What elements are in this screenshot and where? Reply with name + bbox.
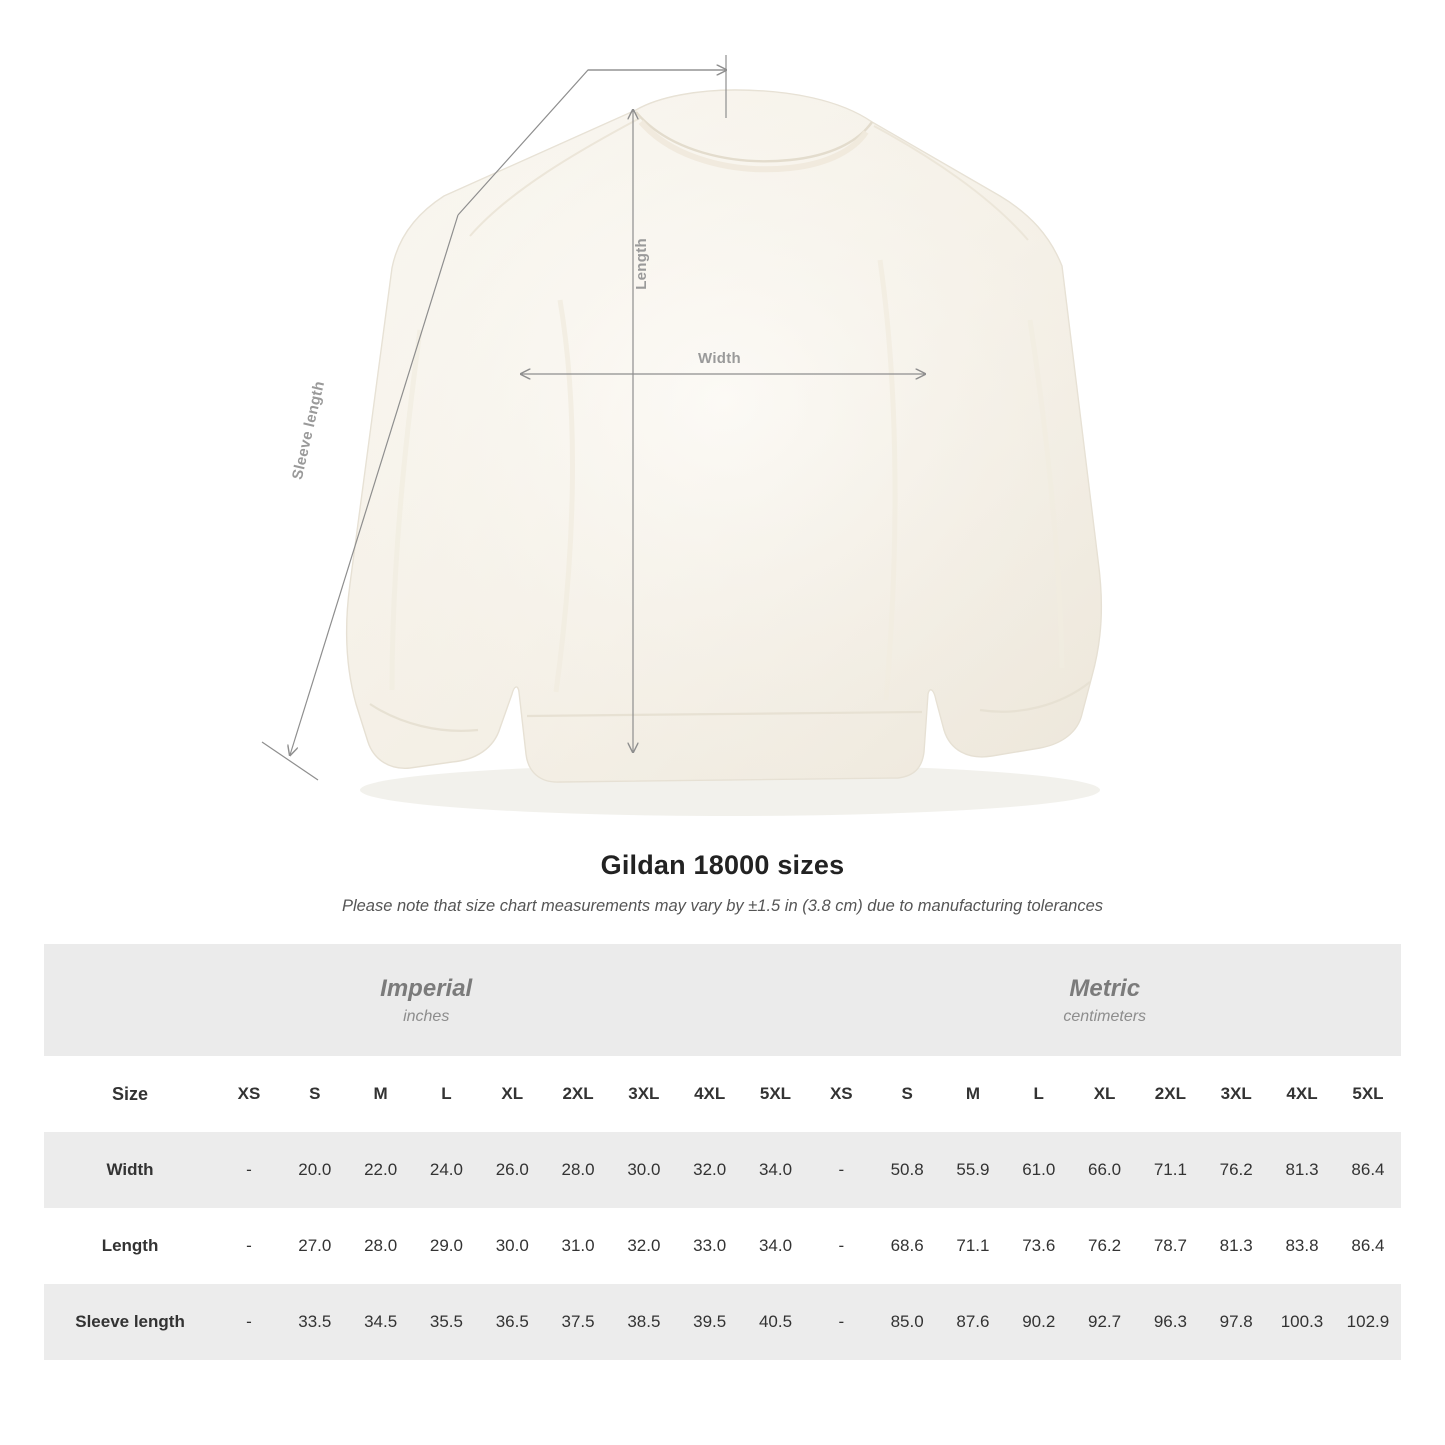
cell: 22.0 (348, 1132, 414, 1208)
row-label: Sleeve length (44, 1284, 216, 1360)
cell: 28.0 (545, 1132, 611, 1208)
cell: 100.3 (1269, 1284, 1335, 1360)
cell: 20.0 (282, 1132, 348, 1208)
unit-header-row (44, 944, 1401, 1056)
cell: - (216, 1132, 282, 1208)
width-label: Width (698, 350, 742, 367)
col-header: L (1006, 1056, 1072, 1132)
cell: 30.0 (479, 1208, 545, 1284)
table-row (44, 1284, 1401, 1360)
cell: 26.0 (479, 1132, 545, 1208)
size-table-wrapper (44, 944, 1401, 1360)
cell: 86.4 (1335, 1208, 1401, 1284)
size-table (44, 944, 1401, 1360)
cell: 71.1 (940, 1208, 1006, 1284)
table-row (44, 1132, 1401, 1208)
col-header: XS (216, 1056, 282, 1132)
col-header: M (940, 1056, 1006, 1132)
cell: 83.8 (1269, 1208, 1335, 1284)
cell: 33.5 (282, 1284, 348, 1360)
cell: 50.8 (874, 1132, 940, 1208)
cell: 71.1 (1137, 1132, 1203, 1208)
col-header: 4XL (677, 1056, 743, 1132)
sleeve-length-label: Sleeve length (288, 379, 329, 482)
col-header: 3XL (1203, 1056, 1269, 1132)
cell: 86.4 (1335, 1132, 1401, 1208)
cell: 40.5 (743, 1284, 809, 1360)
imperial-name: Imperial (380, 975, 473, 1002)
cell: 78.7 (1137, 1208, 1203, 1284)
imperial-sub: inches (403, 1008, 450, 1025)
row-label: Width (44, 1132, 216, 1208)
cell: 27.0 (282, 1208, 348, 1284)
cell: 87.6 (940, 1284, 1006, 1360)
cell: 33.0 (677, 1208, 743, 1284)
col-header: XL (1072, 1056, 1138, 1132)
cell: 61.0 (1006, 1132, 1072, 1208)
size-header: Size (44, 1056, 216, 1132)
col-header: L (414, 1056, 480, 1132)
cell: 29.0 (414, 1208, 480, 1284)
tolerance-note: Please note that size chart measurements may vary by ±1.5 in (3.8 cm) due to manufacturing tolerances (341, 897, 1104, 915)
cell: 73.6 (1006, 1208, 1072, 1284)
cell: - (216, 1284, 282, 1360)
col-header: 3XL (611, 1056, 677, 1132)
col-header: 2XL (1137, 1056, 1203, 1132)
cell: - (808, 1208, 874, 1284)
cell: 36.5 (479, 1284, 545, 1360)
cell: 81.3 (1203, 1208, 1269, 1284)
length-label: Length (633, 238, 650, 290)
col-header: 5XL (1335, 1056, 1401, 1132)
cell: 34.0 (743, 1208, 809, 1284)
col-header: 4XL (1269, 1056, 1335, 1132)
cell: 102.9 (1335, 1284, 1401, 1360)
cell: 31.0 (545, 1208, 611, 1284)
cell: 96.3 (1137, 1284, 1203, 1360)
col-header: S (282, 1056, 348, 1132)
cell: 92.7 (1072, 1284, 1138, 1360)
title-block (0, 850, 1445, 916)
cell: 66.0 (1072, 1132, 1138, 1208)
metric-header-cell (808, 944, 1401, 1056)
cell: 28.0 (348, 1208, 414, 1284)
cell: - (808, 1132, 874, 1208)
column-header-row (44, 1056, 1401, 1132)
cell: 85.0 (874, 1284, 940, 1360)
cell: 55.9 (940, 1132, 1006, 1208)
metric-sub: centimeters (1063, 1008, 1147, 1025)
cell: - (216, 1208, 282, 1284)
cell: 68.6 (874, 1208, 940, 1284)
cell: 32.0 (677, 1132, 743, 1208)
cell: 76.2 (1072, 1208, 1138, 1284)
cell: 24.0 (414, 1132, 480, 1208)
cell: 76.2 (1203, 1132, 1269, 1208)
table-row (44, 1208, 1401, 1284)
col-header: XS (808, 1056, 874, 1132)
cell: 81.3 (1269, 1132, 1335, 1208)
col-header: 5XL (743, 1056, 809, 1132)
cell: 38.5 (611, 1284, 677, 1360)
cell: 37.5 (545, 1284, 611, 1360)
cell: 35.5 (414, 1284, 480, 1360)
cell: 30.0 (611, 1132, 677, 1208)
col-header: 2XL (545, 1056, 611, 1132)
imperial-header-cell (44, 944, 808, 1056)
row-label: Length (44, 1208, 216, 1284)
cell: 39.5 (677, 1284, 743, 1360)
cell: 90.2 (1006, 1284, 1072, 1360)
col-header: M (348, 1056, 414, 1132)
cell: 97.8 (1203, 1284, 1269, 1360)
cell: - (808, 1284, 874, 1360)
col-header: S (874, 1056, 940, 1132)
page-title: Gildan 18000 sizes (600, 850, 845, 880)
cell: 34.0 (743, 1132, 809, 1208)
cell: 32.0 (611, 1208, 677, 1284)
cell: 34.5 (348, 1284, 414, 1360)
metric-name: Metric (1069, 975, 1141, 1002)
col-header: XL (479, 1056, 545, 1132)
